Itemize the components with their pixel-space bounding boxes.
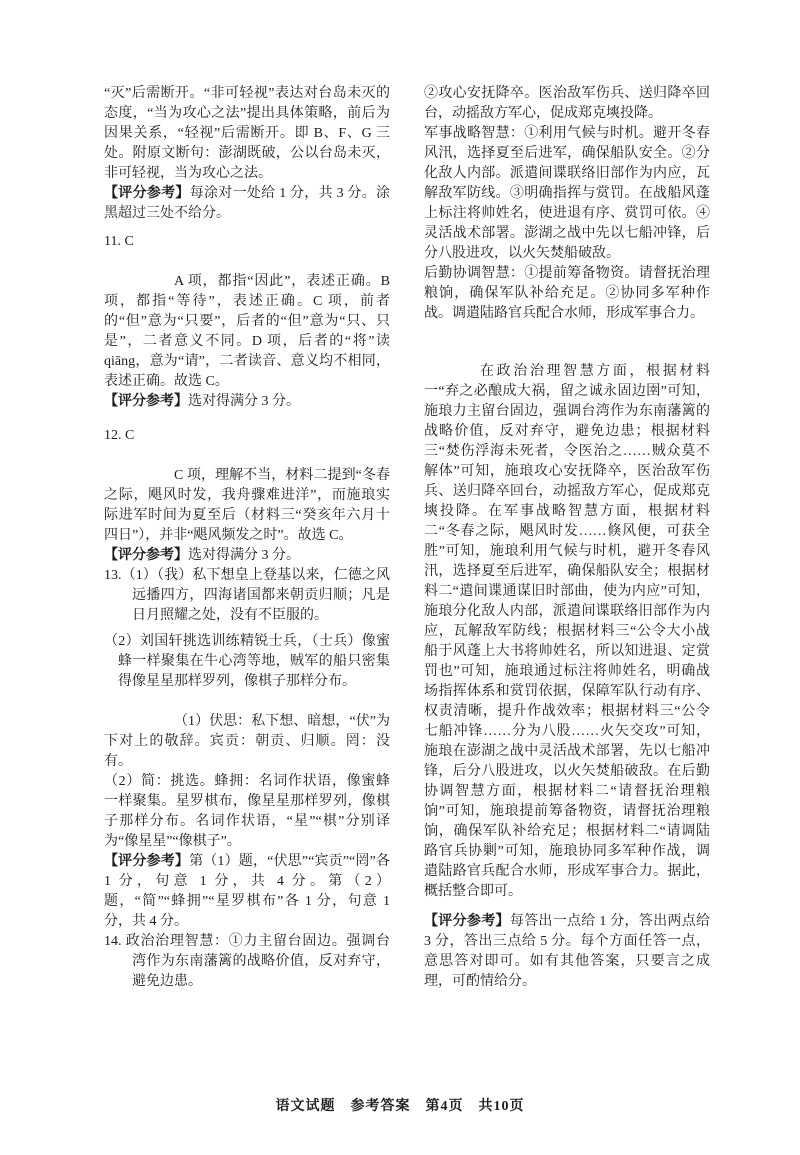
paragraph-text: 每涂对一处给 1 分，共 3 分。涂黑超过三处不给分。 xyxy=(104,186,391,221)
paragraph-text: 13.（1）（我）私下想皇上登基以来，仁德之风远播四方，四海诸国都来朝贡归顺；凡是日月照耀之处，没有不臣服的。 xyxy=(104,568,390,623)
paragraph xyxy=(104,632,390,692)
paragraph xyxy=(104,772,390,852)
page-content xyxy=(104,84,710,992)
paragraph-text: 第（1）题，“伏思”“宾贡”“罔”各 1 分，句意 1 分，共 4 分。第（2）题，“简”“蜂拥”“星罗棋布”各 1 分，句意 1 分，共 4 分。 xyxy=(104,854,390,929)
paragraph xyxy=(104,272,390,392)
paragraph-text: 军事战略智慧：①利用气候与时机。避开冬春风汛，选择夏至后进军，确保船队安全。②分化敌人内部。派遣间谍联络旧部作为内应，瓦解敌军防线。③明确指挥与赏罚。在战船风蓬上标注将帅姓名，使进退有序、赏罚可依。④灵活战术部署。澎湖之战中先以七船冲锋，后分八股进攻，以火矢焚船破敌。 xyxy=(424,126,710,261)
paragraph-text: 在政治治理智慧方面，根据材料一“弃之必酿成大祸，留之诚永固边圉”可知，施琅力主留台固边，强调台湾作为东南藩篱的战略价值，反对弃守，避免边患；根据材料三“焚伤浮海未死者，令医治之……贼众莫不解体”可知，施琅攻心安抚降卒，医治敌军伤兵、送归降卒回台，动摇敌方军心，促成郑克塽投降。在军事战略智慧方面，根据材料二“冬春之际，飓风时发……倏风便，可获全胜”可知，施琅利用气候与时机，避开冬春风汛，选择夏至后进军，确保船队安全；根据材料二“遣间谍通谋旧时部曲，使为内应”可知，施琅分化敌人内部，派遣间谍联络旧部作为内应，瓦解敌军防线；根据材料三“公令大小战船于风蓬上大书将帅姓名，所以知进退、定赏罚也”可知，施琅通过标注将帅姓名，明确战场指挥体系和赏罚依据，保障军队行动有序、权责清晰，提升作战效率；根据材料三“公令七船冲锋……分为八股……火矢交攻”可知，施琅在澎湖之战中灵活战术部署，先以七船冲锋，后分八股进攻，以火矢焚船破敌。在后勤协调智慧方面，根据材料二“请督抚治理粮饷”可知，施琅提前筹备物资，请督抚治理粮饷，确保军队补给充足；根据材料二“请调陆路官兵协剿”可知，施琅协同多军种作战，调遣陆路官兵配合水师，形成军事合力。据此，概括整合即可。 xyxy=(424,364,710,899)
paragraph-text: 14. 政治治理智慧：①力主留台固边。强调台湾作为东南藩篱的战略价值，反对弃守，避免边患。 xyxy=(104,934,390,989)
paragraph xyxy=(424,84,710,124)
paragraph xyxy=(424,264,710,324)
scoring-label: 【评分参考】 xyxy=(104,854,190,869)
paragraph-text: （1）伏思：私下想、暗想，“伏”为下对上的敬辞。宾贡：朝贡、归顺。罔：没有。 xyxy=(104,714,390,769)
paragraph xyxy=(104,84,390,184)
scoring-note xyxy=(104,546,390,566)
scoring-label: 【评分参考】 xyxy=(424,914,510,929)
analysis-paragraph xyxy=(424,362,710,902)
paragraph-text: “灭”后需断开。“非可轻视”表达对台岛未灭的态度，“当为攻心之法”提出具体策略，前后为因果关系，“轻视”后需断开。即 B、F、G 三处。附原文断句：澎湖既破，公以台岛未灭，非可轻视，当为攻心之法。 xyxy=(104,86,390,181)
paragraph-text: （2）简：挑选。蜂拥：名词作状语，像蜜蜂一样聚集。星罗棋布，像星星那样罗列，像棋子那样分布。名词作状语，“星”“棋”分别译为“像星星”“像棋子”。 xyxy=(104,774,390,849)
scoring-label: 【评分参考】 xyxy=(104,186,190,201)
scoring-note xyxy=(424,912,710,992)
paragraph-text: 选对得满分 3 分。 xyxy=(188,548,300,563)
paragraph-text: 每答出一点给 1 分，答出两点给 3 分，答出三点给 5 分。每个方面任答一点，意思答对即可。如有其他答案，只要言之成理，可酌情给分。 xyxy=(424,914,711,989)
paragraph-text: 选对得满分 3 分。 xyxy=(188,394,300,409)
paragraph xyxy=(104,712,390,772)
paragraph-text: ②攻心安抚降卒。医治敌军伤兵、送归降卒回台，动摇敌方军心，促成郑克塽投降。 xyxy=(424,86,710,121)
paragraph-text: （2）刘国轩挑选训练精锐士兵，（士兵）像蜜蜂一样聚集在牛心湾等地，贼军的船只密集得像星星那样罗列，像棋子那样分布。 xyxy=(104,634,390,689)
answer-line-11 xyxy=(104,232,390,252)
paragraph-text: 后勤协调智慧：①提前筹备物资。请督抚治理粮饷，确保军队补给充足。②协同多军种作战。调遣陆路官兵配合水师，形成军事合力。 xyxy=(424,266,710,321)
right-column xyxy=(424,84,710,992)
answer-line-12 xyxy=(104,426,390,446)
scoring-note xyxy=(104,184,390,224)
page-footer: 语文试题 参考答案 第4页 共10页 xyxy=(275,1099,525,1114)
paragraph-text: A 项，都指“因此”，表述正确。B 项，都指“等待”，表述正确。C 项，前者的“但”意为“只要”，后者的“但”意为“只、只是”，二者意义不同。D 项，后者的“将”读 qiāng，意为“请”，二者读音、意义均不相同，表述正确。故选 C。 xyxy=(104,274,390,389)
paragraph-text: 11. C xyxy=(104,234,134,249)
left-column xyxy=(104,84,390,992)
paragraph-text: 12. C xyxy=(104,428,135,443)
paragraph-text: C 项，理解不当，材料二提到“冬春之际，飓风时发，我舟骤难进洋”，而施琅实际进军时间为夏至后（材料三“癸亥年六月十四日”），并非“飓风频发之时”。故选 C。 xyxy=(104,468,390,543)
scoring-note xyxy=(104,852,390,932)
paragraph xyxy=(104,466,390,546)
paragraph xyxy=(424,124,710,264)
scoring-label: 【评分参考】 xyxy=(104,394,188,409)
answer-line-13 xyxy=(104,566,390,626)
answer-line-14 xyxy=(104,932,390,992)
scoring-note xyxy=(104,392,390,412)
scoring-label: 【评分参考】 xyxy=(104,548,188,563)
